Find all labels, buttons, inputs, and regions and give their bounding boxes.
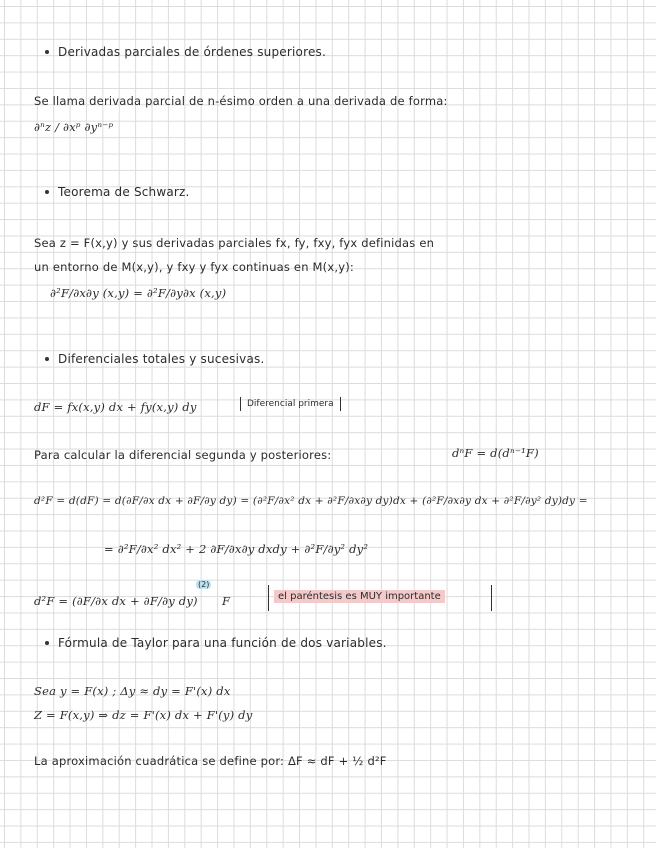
nth-differential-formula: dⁿF = d(dⁿ⁻¹F): [452, 446, 539, 460]
section-heading-higher-order: Derivadas parciales de órdenes superiores.: [58, 45, 327, 59]
taylor-two-variables: Z = F(x,y) ⇒ dz = F'(x) dx + F'(y) dy: [34, 708, 253, 722]
partial-derivative-formula: ∂ⁿz / ∂xᵖ ∂yⁿ⁻ᵖ: [34, 120, 114, 134]
schwarz-hypothesis-line2: un entorno de M(x,y), y fxy y fyx continuas en M(x,y):: [34, 260, 354, 274]
bullet-point: [45, 190, 49, 194]
bullet-point: [45, 641, 49, 645]
definition-text: Se llama derivada parcial de n-ésimo orden a una derivada de forma:: [34, 94, 448, 108]
second-differential-expansion-line2: = ∂²F/∂x² dx² + 2 ∂F/∂x∂y dxdy + ∂²F/∂y² dy²: [104, 542, 369, 556]
second-differential-operand: F: [222, 594, 231, 608]
exponent-two-highlight: (2): [198, 580, 210, 589]
first-differential-formula: dF = fx(x,y) dx + fy(x,y) dy: [34, 400, 197, 414]
taylor-single-variable: Sea y = F(x) ; Δy ≈ dy = F'(x) dx: [34, 684, 231, 698]
bullet-point: [45, 357, 49, 361]
quadratic-approximation: La aproximación cuadrática se define por: ΔF ≈ dF + ½ d²F: [34, 754, 387, 768]
schwarz-hypothesis-line1: Sea z = F(x,y) y sus derivadas parciales fx, fy, fxy, fyx definidas en: [34, 236, 435, 250]
second-differential-text: Para calcular la diferencial segunda y posteriores:: [34, 448, 332, 462]
schwarz-equality-formula: ∂²F/∂x∂y (x,y) = ∂²F/∂y∂x (x,y): [50, 286, 227, 300]
important-note: el paréntesis es MUY importante: [274, 590, 445, 603]
second-differential-compact: d²F = (∂F/∂x dx + ∂F/∂y dy): [34, 594, 198, 608]
first-differential-label: Diferencial primera: [240, 397, 341, 411]
bullet-point: [45, 50, 49, 54]
second-differential-expansion-line1: d²F = d(dF) = d(∂F/∂x dx + ∂F/∂y dy) = (∂²F/∂x² dx + ∂²F/∂x∂y dy)dx + (∂²F/∂x∂y dx + ∂²F/∂y² dy)dy =: [34, 495, 588, 507]
section-heading-total-differentials: Diferenciales totales y sucesivas.: [58, 352, 265, 366]
section-heading-schwarz: Teorema de Schwarz.: [58, 185, 190, 199]
section-heading-taylor: Fórmula de Taylor para una función de dos variables.: [58, 636, 387, 650]
